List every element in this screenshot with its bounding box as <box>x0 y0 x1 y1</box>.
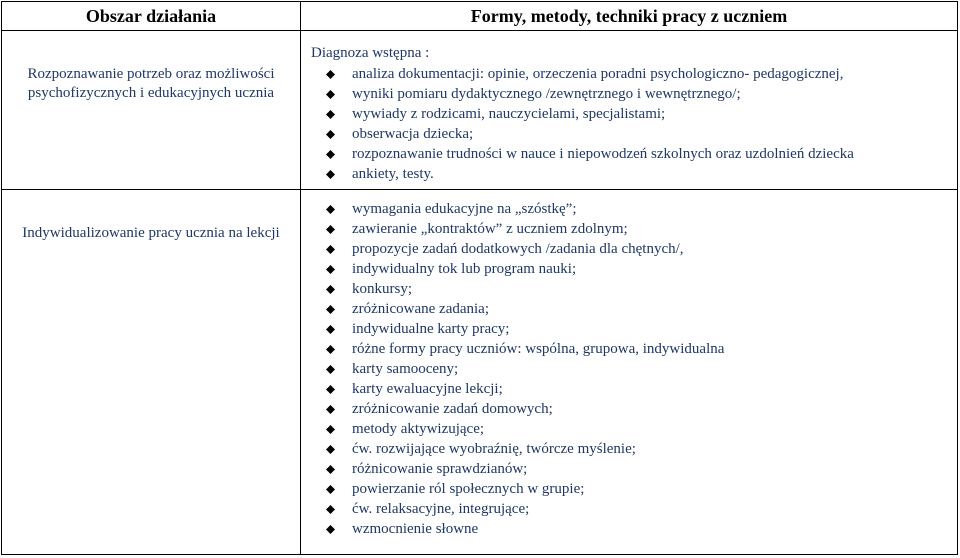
list-item <box>301 219 957 239</box>
list-item-text: indywidualny tok lub program nauki; <box>352 261 577 277</box>
list-item-text: różne formy pracy uczniów: wspólna, grupowa, indywidualna <box>352 341 725 357</box>
diamond-bullet-icon <box>326 485 335 494</box>
diamond-bullet-icon <box>326 505 335 514</box>
list-item-text: ćw. relaksacyjne, integrujące; <box>352 501 530 517</box>
area-text: Indywidualizowanie pracy ucznia na lekcji <box>22 225 280 241</box>
diamond-bullet-icon <box>326 225 335 234</box>
area-cell <box>2 31 301 190</box>
list-item-text: powierzanie ról społecznych w grupie; <box>352 481 585 497</box>
list-item-text: zawieranie „kontraktów” z uczniem zdolnym; <box>352 221 628 237</box>
diamond-bullet-icon <box>326 265 335 274</box>
list-item-text: indywidualne karty pracy; <box>352 321 510 337</box>
list-item-text: ćw. rozwijające wyobraźnię, twórcze myślenie; <box>352 441 636 457</box>
list-item <box>301 439 957 459</box>
list-item <box>301 339 957 359</box>
list-item <box>301 124 957 144</box>
list-item-text: ankiety, testy. <box>352 166 434 182</box>
diagnosis-heading: Diagnoza wstępna : <box>311 45 430 61</box>
list-item <box>301 64 957 84</box>
diamond-bullet-icon <box>326 465 335 474</box>
list-item-text: metody aktywizujące; <box>352 421 485 437</box>
diamond-bullet-icon <box>326 70 335 79</box>
table-row <box>2 190 958 555</box>
diamond-bullet-icon <box>326 305 335 314</box>
list-item-text: wymagania edukacyjne na „szóstkę”; <box>352 201 577 217</box>
diamond-bullet-icon <box>326 130 335 139</box>
list-item <box>301 84 957 104</box>
list-item-text: wzmocnienie słowne <box>352 521 479 537</box>
list-item <box>301 479 957 499</box>
diamond-bullet-icon <box>326 110 335 119</box>
list-item-text: analiza dokumentacji: opinie, orzeczenia poradni psychologiczno- pedagogicznej, <box>352 66 844 82</box>
list-item <box>301 519 957 539</box>
list-item-text: konkursy; <box>352 281 412 297</box>
methods-list <box>301 63 957 184</box>
list-item <box>301 239 957 259</box>
table-header-row <box>2 2 958 31</box>
diamond-bullet-icon <box>326 345 335 354</box>
methods-cell <box>301 190 958 555</box>
diamond-bullet-icon <box>326 150 335 159</box>
list-item <box>301 259 957 279</box>
area-cell <box>2 190 301 555</box>
diamond-bullet-icon <box>326 445 335 454</box>
list-item-text: karty samooceny; <box>352 361 459 377</box>
list-item <box>301 459 957 479</box>
list-item <box>301 499 957 519</box>
diamond-bullet-icon <box>326 525 335 534</box>
list-item-text: propozycje zadań dodatkowych /zadania dla chętnych/, <box>352 241 684 257</box>
list-item <box>301 379 957 399</box>
diamond-bullet-icon <box>326 90 335 99</box>
diamond-bullet-icon <box>326 385 335 394</box>
list-item <box>301 144 957 164</box>
diamond-bullet-icon <box>326 285 335 294</box>
activity-table <box>1 1 958 555</box>
diamond-bullet-icon <box>326 170 335 179</box>
list-item-text: karty ewaluacyjne lekcji; <box>352 381 503 397</box>
list-item <box>301 164 957 184</box>
diamond-bullet-icon <box>326 325 335 334</box>
diamond-bullet-icon <box>326 405 335 414</box>
table-row <box>2 31 958 190</box>
diamond-bullet-icon <box>326 425 335 434</box>
header-methods: Formy, metody, techniki pracy z uczniem <box>301 2 958 31</box>
list-item-text: wyniki pomiaru dydaktycznego /zewnętrznego i wewnętrznego/; <box>352 86 741 102</box>
list-item <box>301 319 957 339</box>
list-item-text: różnicowanie sprawdzianów; <box>352 461 528 477</box>
methods-list <box>301 190 957 539</box>
list-item-text: zróżnicowane zadania; <box>352 301 489 317</box>
list-item-text: zróżnicowanie zadań domowych; <box>352 401 553 417</box>
list-item <box>301 104 957 124</box>
list-item-text: rozpoznawanie trudności w nauce i niepowodzeń szkolnych oraz uzdolnień dziecka <box>352 146 854 162</box>
list-item <box>301 299 957 319</box>
diamond-bullet-icon <box>326 365 335 374</box>
area-text: Rozpoznawanie potrzeb oraz możliwości psychofizycznych i edukacyjnych ucznia <box>27 66 275 101</box>
list-item <box>301 419 957 439</box>
diamond-bullet-icon <box>326 205 335 214</box>
list-item-text: obserwacja dziecka; <box>352 126 474 142</box>
list-item <box>301 279 957 299</box>
list-item <box>301 199 957 219</box>
list-item <box>301 359 957 379</box>
methods-cell <box>301 31 958 190</box>
diamond-bullet-icon <box>326 245 335 254</box>
list-item-text: wywiady z rodzicami, nauczycielami, specjalistami; <box>352 106 666 122</box>
header-area: Obszar działania <box>2 2 301 31</box>
list-item <box>301 399 957 419</box>
